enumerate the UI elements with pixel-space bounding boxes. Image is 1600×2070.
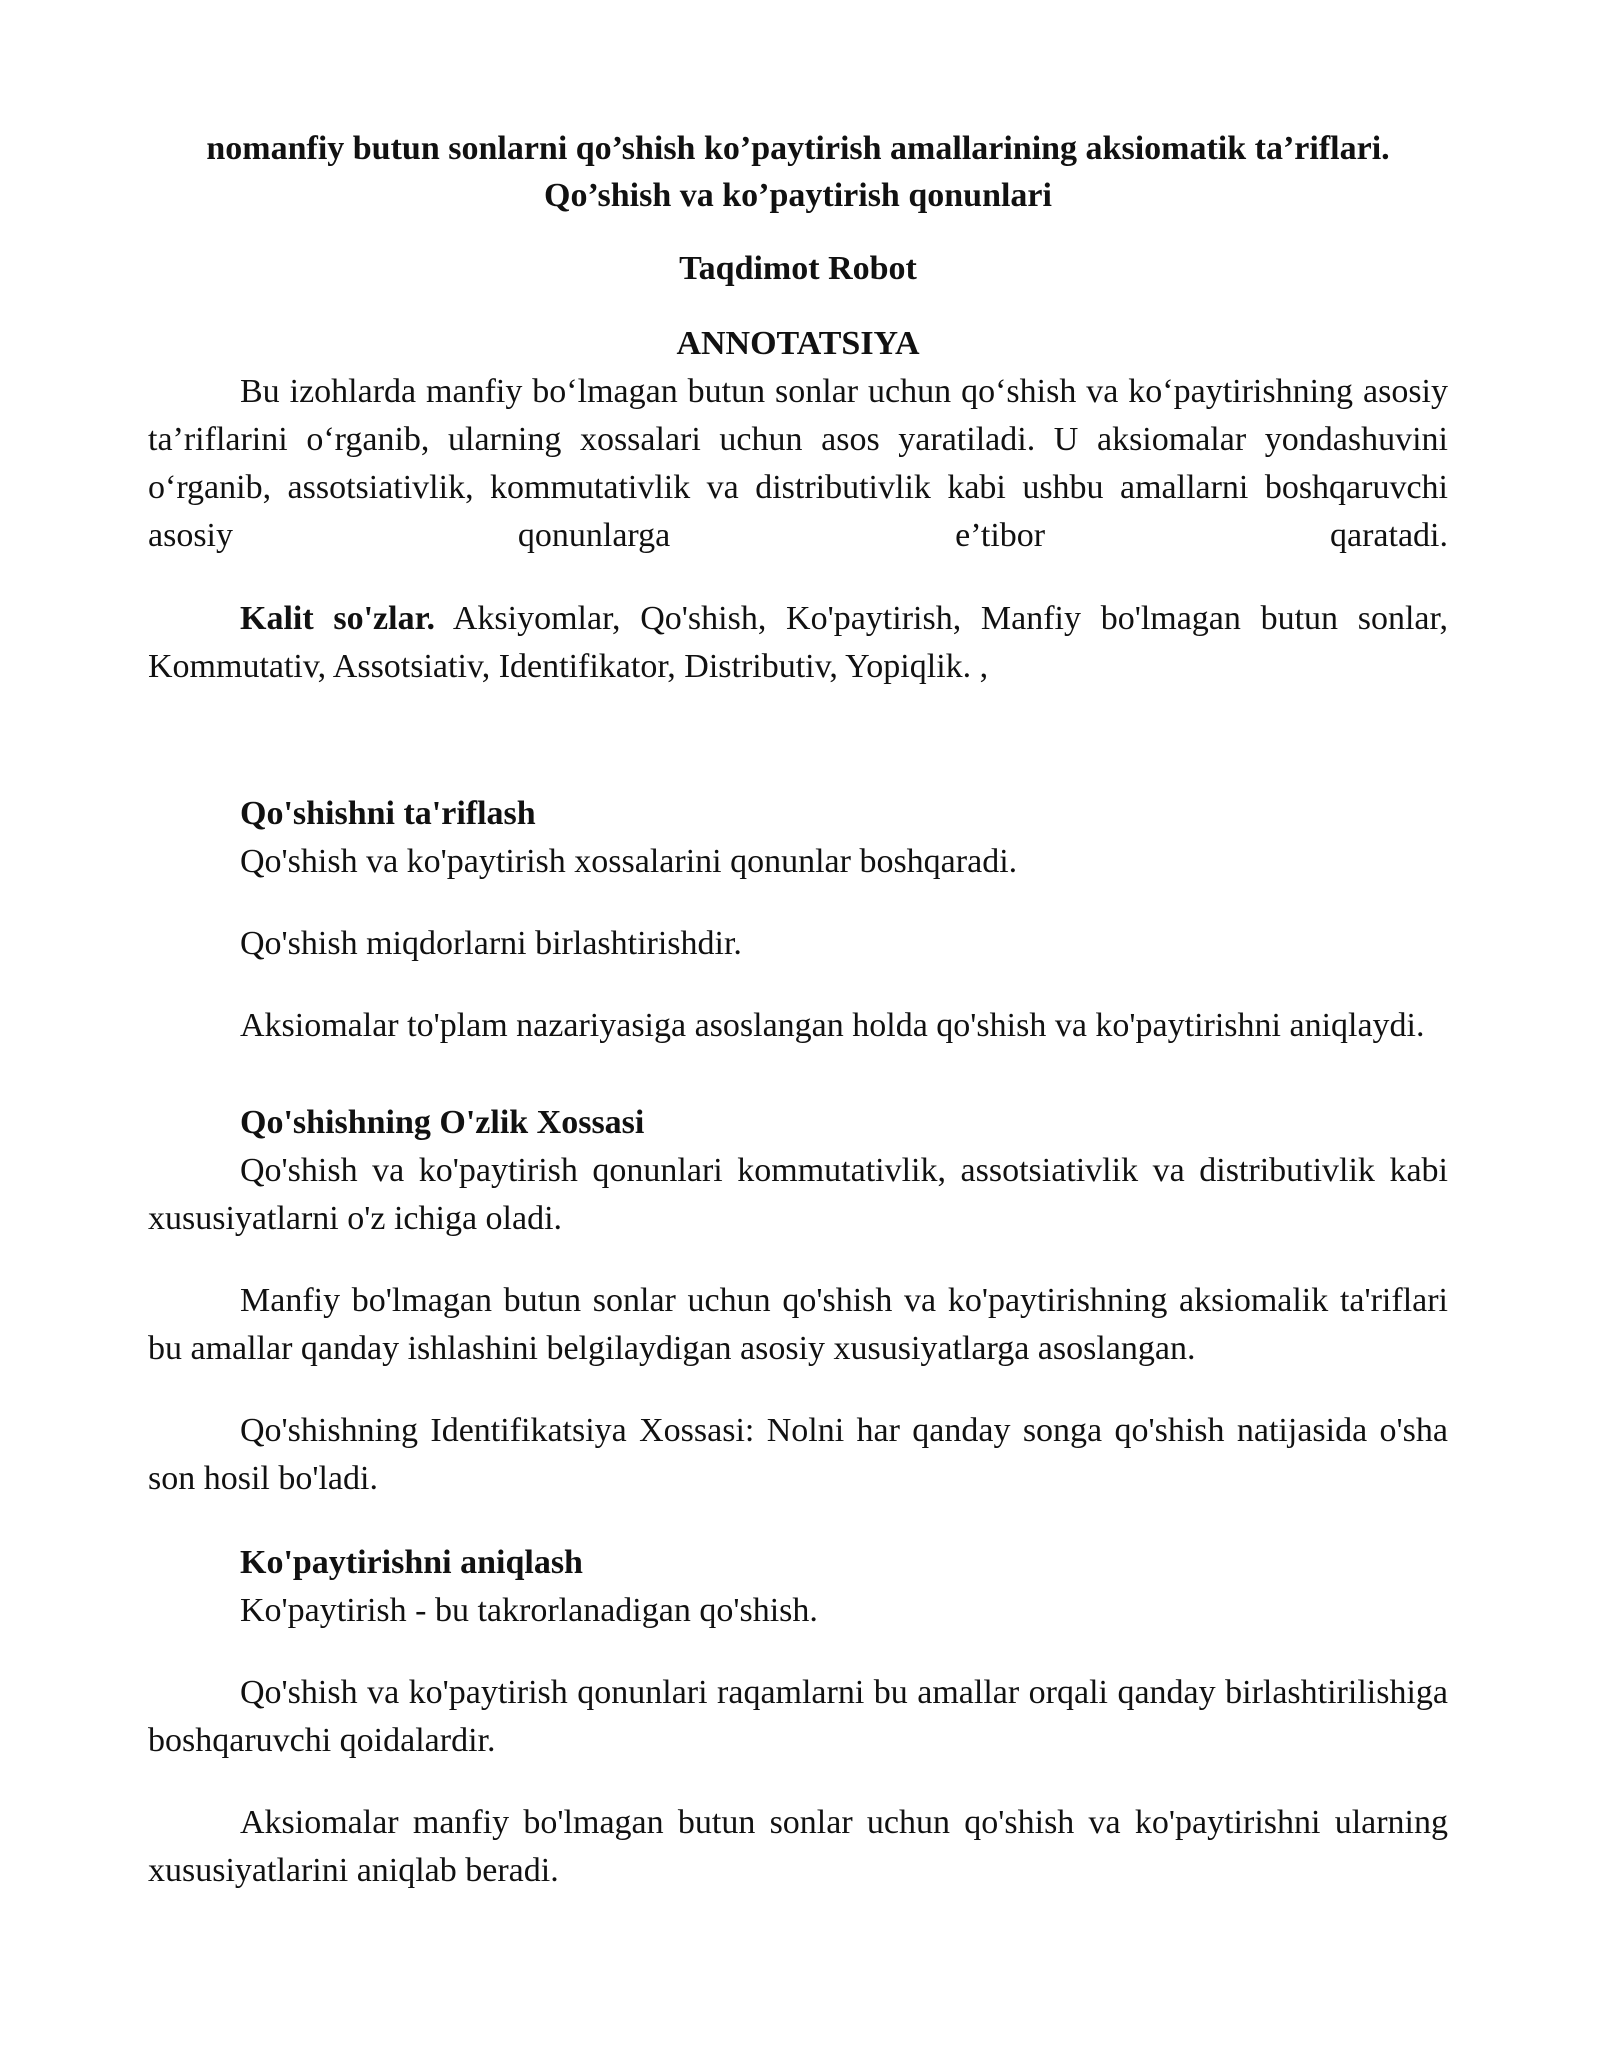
section-paragraph: Qo'shish va ko'paytirish qonunlari kommutativlik, assotsiativlik va distributivlik kabi xususiyatlarni o'z ichiga oladi. bbox=[148, 1152, 1448, 1237]
document-title-line2: Qo’shish va ko’paytirish qonunlari bbox=[544, 177, 1052, 214]
section-paragraph: Ko'paytirish - bu takrorlanadigan qo'shish. bbox=[240, 1592, 818, 1629]
section-paragraph: Qo'shish va ko'paytirish qonunlari raqamlarni bu amallar orqali qanday birlashtirilishiga boshqaruvchi qoidalardir. bbox=[148, 1674, 1448, 1759]
annotation-heading: ANNOTATSIYA bbox=[676, 325, 920, 362]
section-paragraph: Aksiomalar to'plam nazariyasiga asoslangan holda qo'shish va ko'paytirishni aniqlaydi. bbox=[240, 1007, 1425, 1044]
document-title-line1: nomanfiy butun sonlarni qo’shish ko’paytirish amallarining aksiomatik ta’riflari. bbox=[206, 130, 1390, 167]
document-page bbox=[148, 125, 1448, 1895]
section-paragraph: Manfiy bo'lmagan butun sonlar uchun qo'shish va ko'paytirishning aksiomalik ta'riflari bu amallar qanday ishlashini belgilaydigan asosiy xususiyatlarga asoslangan. bbox=[148, 1282, 1448, 1367]
section-heading: Qo'shishni ta'riflash bbox=[240, 795, 536, 832]
section-paragraph: Qo'shish va ko'paytirish xossalarini qonunlar boshqaradi. bbox=[240, 843, 1018, 880]
section-paragraph: Qo'shishning Identifikatsiya Xossasi: Nolni har qanday songa qo'shish natijasida o'sha son hosil bo'ladi. bbox=[148, 1412, 1448, 1497]
section-paragraph: Qo'shish miqdorlarni birlashtirishdir. bbox=[240, 925, 742, 962]
keywords-text: Aksiyomlar, Qo'shish, Ko'paytirish, Manfiy bo'lmagan butun sonlar, Kommutativ, Assotsiativ, Identifikator, Distributiv, Yopiqlik. , bbox=[148, 600, 1448, 685]
section-heading: Qo'shishning O'zlik Xossasi bbox=[240, 1104, 645, 1141]
author-name: Taqdimot Robot bbox=[679, 250, 917, 287]
section-paragraph: Aksiomalar manfiy bo'lmagan butun sonlar uchun qo'shish va ko'paytirishni ularning xususiyatlarini aniqlab beradi. bbox=[148, 1804, 1448, 1889]
annotation-text: Bu izohlarda manfiy bo‘lmagan butun sonlar uchun qo‘shish va ko‘paytirishning asosiy ta’riflarini o‘rganib, ularning xossalari uchun asos yaratiladi. U aksiomalar yondashuvini o‘rganib, assotsiativlik, kommutativlik va distributivlik kabi ushbu amallarni boshqaruvchi asosiy qonunlarga e’tibor qaratadi. bbox=[148, 373, 1448, 554]
section-heading: Ko'paytirishni aniqlash bbox=[240, 1544, 583, 1581]
keywords-paragraph bbox=[148, 595, 1448, 691]
keywords-label: Kalit so'zlar. bbox=[240, 600, 436, 637]
